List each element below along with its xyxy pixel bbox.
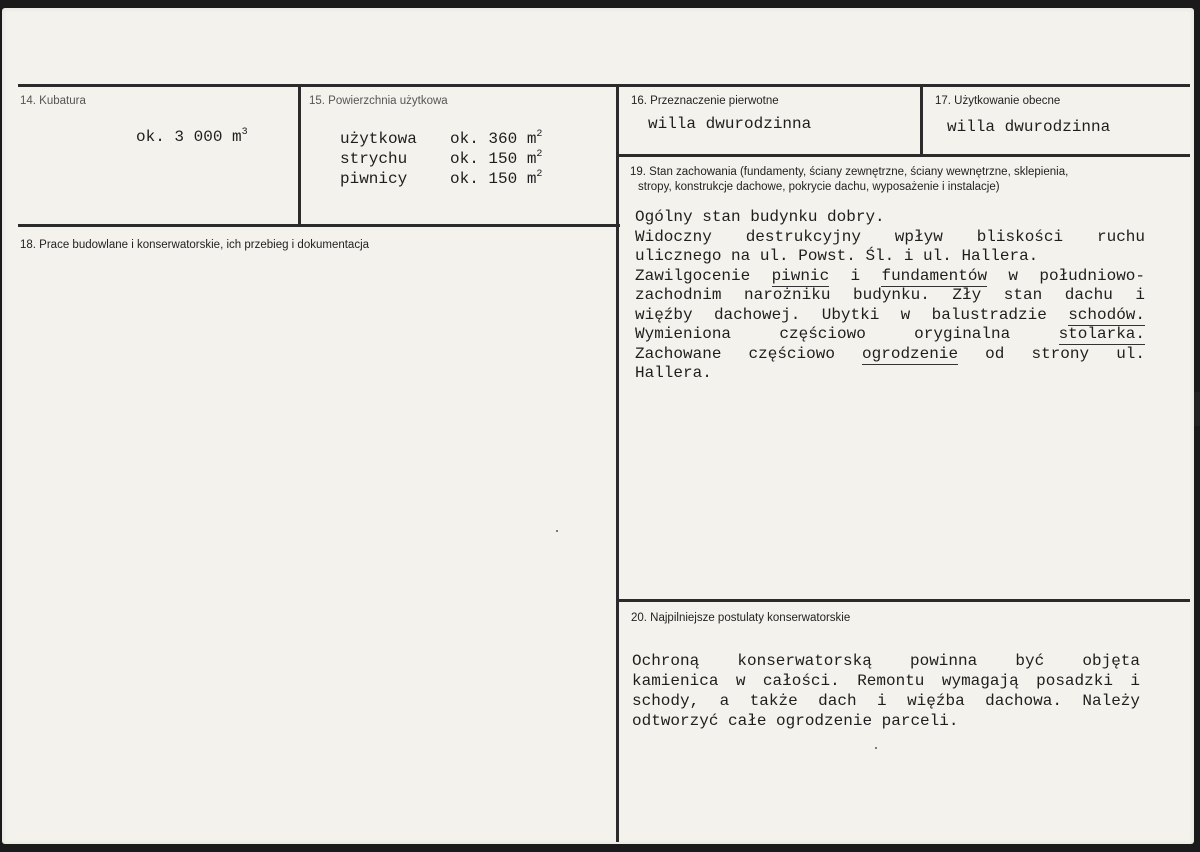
underlined-word: stolarka.: [1058, 325, 1145, 343]
field-19-line: [635, 247, 1145, 267]
field-14-exponent: 3: [241, 127, 248, 138]
divider-16-17: [920, 84, 923, 156]
field-19-line: [635, 306, 1145, 326]
text-segment: od strony ul.: [958, 344, 1146, 363]
area-row: [340, 150, 542, 168]
text-segment: więźby dachowej. Ubytki w balustradzie: [635, 305, 1069, 324]
divider-14-15: [298, 84, 301, 226]
text-segment: Ogólny stan budynku dobry.: [635, 208, 885, 226]
text-segment: zachodnim narożniku budynku. Zły stan dachu i: [635, 286, 1145, 304]
field-20-label: 20. Najpilniejsze postulaty konserwatorskie: [631, 612, 851, 624]
text-segment: Widoczny destrukcyjny wpływ bliskości ruchu: [635, 227, 1145, 246]
field-20-line: schody, a także dach i więźba dachowa. Należy: [632, 692, 1140, 710]
speck: [556, 530, 558, 532]
area-exponent: 2: [536, 129, 543, 140]
text-segment: i: [829, 266, 882, 285]
field-19-line: [635, 325, 1145, 345]
field-15-label: 15. Powierzchnia użytkowa: [309, 95, 448, 107]
underlined-word: fundamentów: [881, 266, 988, 285]
text-segment: Zawilgocenie: [635, 266, 772, 285]
field-19-line: [635, 228, 1145, 248]
underlined-word: schodów.: [1068, 305, 1145, 324]
text-segment: w południowo-: [987, 266, 1145, 285]
field-19-line: [635, 364, 1145, 384]
divider-left-right: [616, 84, 619, 842]
top-rule: [18, 84, 1190, 87]
rule-below-16-17: [618, 154, 1190, 157]
field-20-line: kamienica w całości. Remontu wymagają posadzki i: [632, 672, 1140, 690]
field-20-line: odtworzyć całe ogrodzenie parceli.: [632, 712, 959, 730]
rule-below-19: [618, 599, 1190, 602]
text-segment: ulicznego na ul. Powst. Śl. i ul. Hallera.: [635, 247, 1039, 265]
field-17-label: 17. Użytkowanie obecne: [935, 95, 1061, 107]
text-segment: Zachowane częściowo: [635, 344, 863, 363]
text-segment: Hallera.: [635, 364, 712, 382]
underlined-word: piwnic: [771, 266, 830, 285]
field-20-line: Ochroną konserwatorską powinna być objęta: [632, 652, 1140, 670]
field-16-value: willa dwurodzinna: [648, 115, 812, 133]
area-value: ok. 150 m: [450, 170, 537, 188]
area-value: ok. 150 m: [450, 150, 537, 168]
field-19-label-line-2: stropy, konstrukcje dachowe, pokrycie dachu, wyposażenie i instalacje): [638, 181, 1000, 193]
area-value: ok. 360 m: [450, 130, 537, 148]
area-row: [340, 130, 542, 148]
field-17-value: willa dwurodzinna: [947, 118, 1111, 136]
underlined-word: ogrodzenie: [862, 344, 959, 363]
field-19-line: [635, 286, 1145, 306]
area-name: piwnicy: [340, 170, 408, 188]
field-19-text: [635, 208, 1145, 384]
field-14-number: ok. 3 000 m: [136, 128, 242, 146]
area-exponent: 2: [536, 169, 543, 180]
field-20-text: [632, 651, 1140, 731]
area-exponent: 2: [536, 149, 543, 160]
text-segment: Wymieniona częściowo oryginalna: [635, 325, 1059, 343]
field-14-value: [136, 128, 248, 146]
field-18-label: 18. Prace budowlane i konserwatorskie, ich przebieg i dokumentacja: [20, 239, 370, 251]
field-16-label: 16. Przeznaczenie pierwotne: [631, 95, 779, 107]
speck: [875, 747, 877, 749]
field-19-line: [635, 345, 1145, 365]
field-14-label: 14. Kubatura: [20, 95, 86, 107]
edge-tab: [1194, 392, 1200, 426]
field-19-label-line-1: 19. Stan zachowania (fundamenty, ściany zewnętrzne, ściany wewnętrzne, sklepienia,: [630, 166, 1069, 178]
field-19-line: [635, 267, 1145, 287]
rule-below-14-15: [18, 224, 620, 227]
field-19-line: [635, 208, 1145, 228]
area-name: strychu: [340, 150, 408, 168]
area-name: użytkowa: [340, 130, 417, 148]
area-row: [340, 170, 542, 188]
